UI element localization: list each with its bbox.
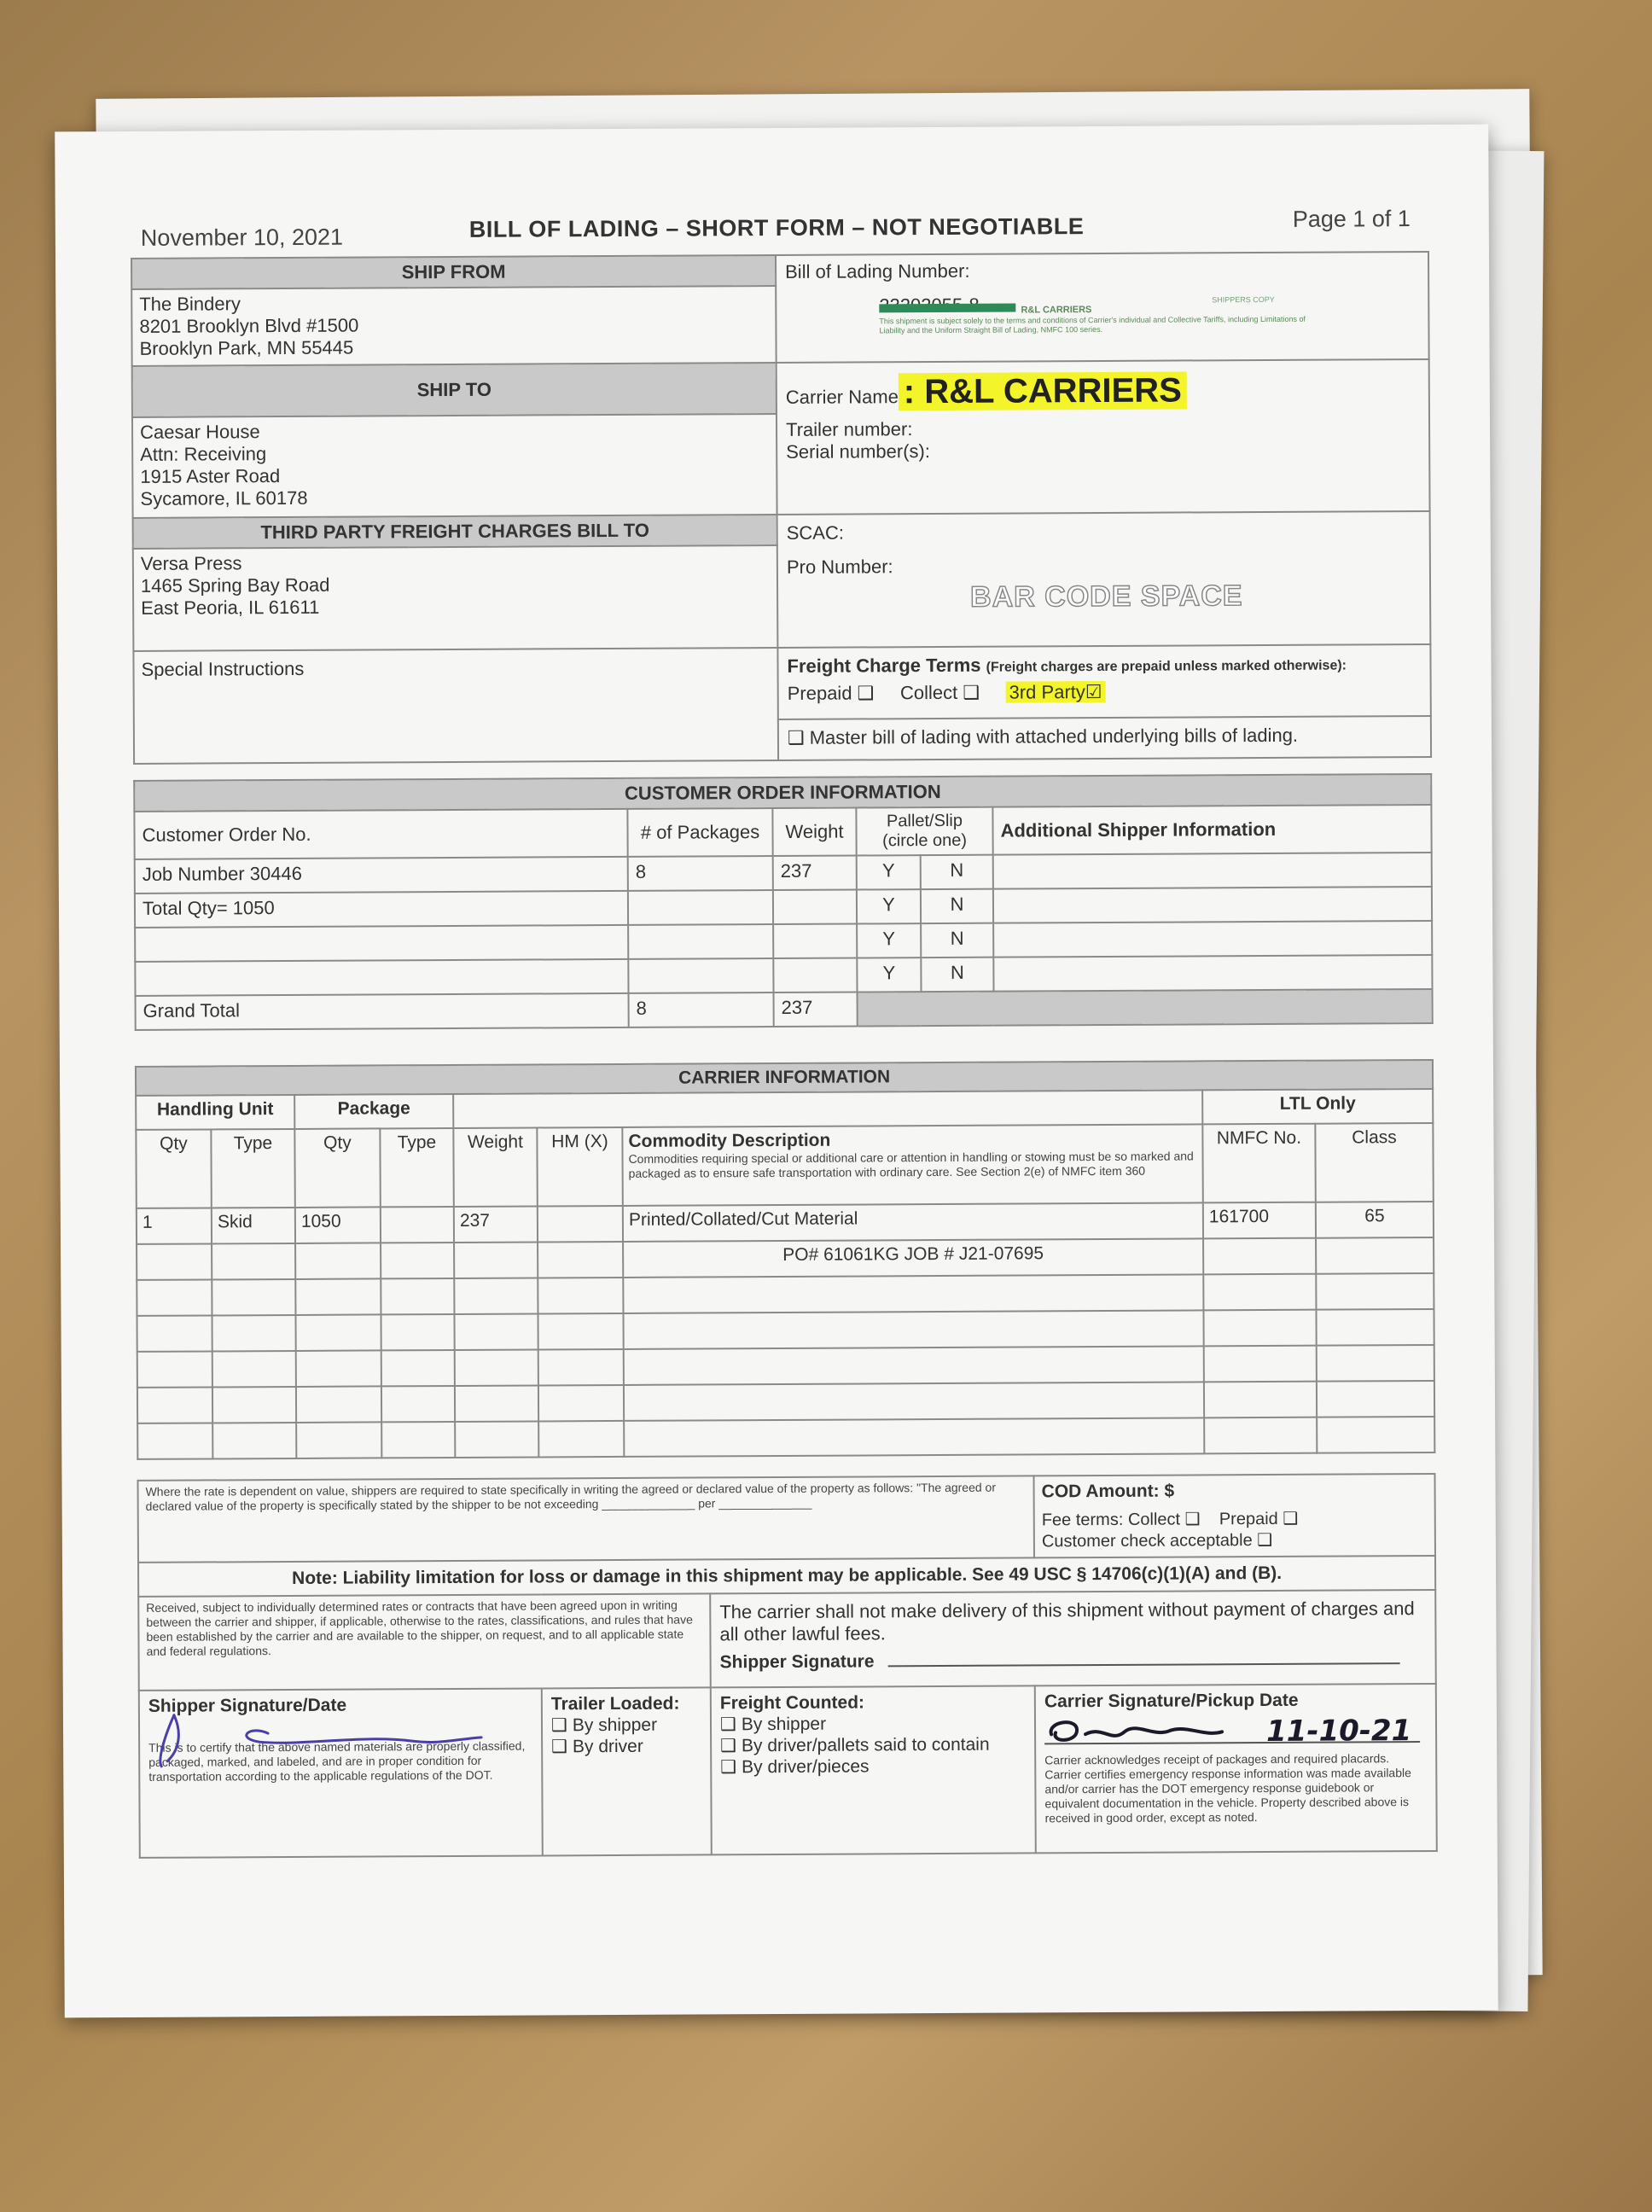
freight-counted-cell bbox=[711, 1685, 1036, 1854]
commodity-header: Commodity Description bbox=[628, 1130, 831, 1151]
col-weight: Weight bbox=[453, 1127, 537, 1207]
grand-total-label: Grand Total bbox=[136, 993, 629, 1030]
col-packages: # of Packages bbox=[627, 808, 772, 857]
col-commodity bbox=[622, 1124, 1202, 1206]
col-hu-type: Type bbox=[211, 1129, 294, 1208]
commodity-note: Commodities requiring special or additional care or attention in handling or stowing must be so marked and packaged as to ensure safe transportation with ordinary care. See Section 2(e) of NMFC item 360 bbox=[628, 1149, 1194, 1180]
ship-from-line: The Bindery bbox=[139, 293, 241, 315]
grand-total-packages: 8 bbox=[629, 992, 774, 1027]
col-additional-info: Additional Shipper Information bbox=[992, 805, 1431, 855]
info-cell bbox=[993, 853, 1432, 889]
shippers-copy-label: SHIPPERS COPY bbox=[1212, 294, 1275, 305]
pallet-yes[interactable]: Y bbox=[857, 923, 921, 958]
col-pkg-type: Type bbox=[380, 1128, 453, 1207]
grand-total-shade bbox=[858, 989, 1433, 1027]
info-cell bbox=[993, 921, 1432, 958]
packages-cell bbox=[628, 924, 773, 959]
customer-check-option[interactable]: Customer check acceptable ❑ bbox=[1041, 1530, 1273, 1551]
col-pallet-slip: Pallet/Slip (circle one) bbox=[856, 807, 992, 856]
ship-to-line: Caesar House bbox=[140, 421, 260, 443]
ship-from-address bbox=[131, 286, 776, 366]
pro-number-label: Pro Number: bbox=[786, 556, 893, 578]
pkg-qty-cell: 1050 bbox=[295, 1207, 381, 1243]
scac-cell bbox=[777, 511, 1431, 648]
ship-to-address bbox=[132, 414, 777, 518]
carrier-name-value: : R&L CARRIERS bbox=[899, 371, 1187, 410]
pkg-type-cell bbox=[381, 1207, 454, 1243]
liability-note: Note: Liability limitation for loss or damage in this shipment may be applicable. See 49 USC § 14706(c)(1)(A) and (B). bbox=[138, 1556, 1435, 1597]
blank-header bbox=[453, 1090, 1202, 1128]
declared-value-note: Where the rate is dependent on value, shippers are required to state specifically in writing the agreed or declared value of the property as follows: "The agreed or declared value of the property is specifically stated by the shipper to be not exceeding ______________ per ______________ bbox=[138, 1476, 1035, 1562]
package-header: Package bbox=[294, 1094, 453, 1129]
delivery-cell bbox=[710, 1590, 1436, 1687]
order-cell: Total Qty= 1050 bbox=[135, 891, 628, 928]
counted-by-driver-pallets[interactable]: ❑ By driver/pallets said to contain bbox=[720, 1733, 1026, 1756]
third-party-address bbox=[133, 545, 778, 651]
customer-order-heading: CUSTOMER ORDER INFORMATION bbox=[134, 774, 1431, 812]
third-party-line: East Peoria, IL 61611 bbox=[141, 596, 320, 619]
col-weight: Weight bbox=[772, 808, 856, 857]
trailer-by-driver[interactable]: ❑ By driver bbox=[551, 1735, 701, 1757]
shipment-info-table bbox=[131, 251, 1432, 765]
pickup-date: 11-10-21 bbox=[1265, 1714, 1412, 1749]
bill-of-lading-page bbox=[55, 125, 1498, 2018]
scac-label: SCAC: bbox=[786, 521, 845, 544]
bol-number-cell bbox=[776, 252, 1429, 363]
ship-to-heading: SHIP TO bbox=[132, 363, 777, 417]
weight-cell bbox=[773, 924, 857, 959]
rl-logo: R&L CARRIERS bbox=[879, 295, 1091, 318]
col-hu-qty: Qty bbox=[136, 1129, 211, 1208]
special-instructions: Special Instructions bbox=[133, 648, 778, 764]
col-class: Class bbox=[1315, 1123, 1434, 1202]
table-row bbox=[137, 1417, 1434, 1459]
counted-by-driver-pieces[interactable]: ❑ By driver/pieces bbox=[720, 1755, 1026, 1778]
hu-qty-cell: 1 bbox=[137, 1208, 212, 1243]
prepaid-option[interactable]: Prepaid ❑ bbox=[787, 682, 875, 704]
commodity-cell: Printed/Collated/Cut Material bbox=[623, 1202, 1203, 1242]
nmfc-cell: 161700 bbox=[1203, 1202, 1316, 1239]
shipper-signature-label: Shipper Signature bbox=[720, 1649, 1427, 1673]
ship-to-line: Sycamore, IL 60178 bbox=[140, 486, 308, 509]
master-bol-label: ❑ Master bill of lading with attached underlying bills of lading. bbox=[788, 724, 1298, 748]
order-cell bbox=[135, 959, 628, 996]
carrier-sig-label: Carrier Signature/Pickup Date bbox=[1044, 1690, 1299, 1712]
grand-total-weight: 237 bbox=[774, 992, 858, 1027]
bol-fine-print: This shipment is subject solely to the terms and conditions of Carrier's individual and Collective Tariffs, including Limitations of Liability and the Uniform Straight Bill of Lading, NMFC 100 series. bbox=[879, 314, 1306, 335]
weight-cell bbox=[773, 890, 857, 925]
ship-from-line: 8201 Brooklyn Blvd #1500 bbox=[139, 314, 359, 337]
counted-by-shipper[interactable]: ❑ By shipper bbox=[720, 1712, 1026, 1735]
shipper-sig-date-label: Shipper Signature/Date bbox=[148, 1695, 347, 1716]
shipper-signature bbox=[148, 1707, 532, 1768]
pallet-no[interactable]: N bbox=[921, 855, 993, 889]
freight-terms-cell bbox=[777, 644, 1430, 719]
carrier-delivery-text: The carrier shall not make delivery of this shipment without payment of charges and all other lawful fees. bbox=[719, 1598, 1415, 1645]
ship-from-line: Brooklyn Park, MN 55445 bbox=[139, 336, 354, 359]
fee-collect-option[interactable]: Fee terms: Collect ❑ bbox=[1041, 1510, 1201, 1530]
carrier-signature bbox=[1043, 1708, 1265, 1751]
trailer-by-shipper[interactable]: ❑ By shipper bbox=[551, 1714, 701, 1736]
fee-prepaid-option[interactable]: Prepaid ❑ bbox=[1219, 1509, 1299, 1529]
pallet-yes[interactable]: Y bbox=[857, 958, 921, 992]
barcode-space: BAR CODE SPACE bbox=[969, 579, 1243, 614]
third-party-line: Versa Press bbox=[140, 552, 242, 574]
hu-type-cell: Skid bbox=[212, 1208, 295, 1244]
trailer-loaded-label: Trailer Loaded: bbox=[550, 1693, 680, 1714]
carrier-info-heading: CARRIER INFORMATION bbox=[136, 1060, 1433, 1096]
po-job-cell: PO# 61061KG JOB # J21-07695 bbox=[623, 1238, 1203, 1278]
carrier-info-table bbox=[135, 1059, 1436, 1460]
ltl-only-header: LTL Only bbox=[1202, 1089, 1433, 1124]
weight-cell: 237 bbox=[454, 1206, 538, 1243]
document-title: BILL OF LADING – SHORT FORM – NOT NEGOTIABLE bbox=[468, 213, 1085, 242]
cod-amount-label: COD Amount: $ bbox=[1041, 1481, 1175, 1502]
bottom-terms-table bbox=[137, 1473, 1437, 1859]
serial-number-label: Serial number(s): bbox=[786, 440, 930, 463]
collect-option[interactable]: Collect ❑ bbox=[899, 681, 980, 704]
col-pkg-qty: Qty bbox=[294, 1128, 380, 1208]
order-cell bbox=[135, 925, 628, 962]
trailer-number-label: Trailer number: bbox=[785, 418, 913, 440]
grand-total-row bbox=[136, 989, 1433, 1030]
class-cell: 65 bbox=[1316, 1202, 1434, 1238]
pallet-no[interactable]: N bbox=[921, 889, 993, 923]
hm-cell bbox=[538, 1206, 623, 1243]
handling-unit-header: Handling Unit bbox=[136, 1095, 294, 1130]
trailer-loaded-cell bbox=[542, 1687, 712, 1855]
shipper-sig-date-cell bbox=[139, 1688, 543, 1857]
freight-counted-label: Freight Counted: bbox=[719, 1692, 865, 1714]
carrier-name-label: Carrier Name bbox=[785, 386, 899, 408]
ship-to-line: 1915 Aster Road bbox=[140, 465, 281, 487]
order-cell: Job Number 30446 bbox=[135, 857, 628, 894]
packages-cell bbox=[628, 958, 773, 993]
third-party-option[interactable]: 3rd Party☑ bbox=[1006, 681, 1106, 703]
shipper-certify-text: This is to certify that the above named materials are properly classified, packaged, marked, and labeled, and are in proper condition for transportation according to the applicable regulations of the DOT. bbox=[148, 1738, 526, 1784]
ship-to-line: Attn: Receiving bbox=[140, 443, 267, 465]
carrier-cell bbox=[777, 359, 1430, 515]
third-party-heading: THIRD PARTY FREIGHT CHARGES BILL TO bbox=[133, 515, 777, 549]
bol-label: Bill of Lading Number: bbox=[785, 259, 970, 282]
col-hm: HM (X) bbox=[537, 1127, 622, 1207]
customer-order-table bbox=[133, 773, 1434, 1031]
info-cell bbox=[993, 955, 1432, 992]
pallet-yes[interactable]: Y bbox=[857, 855, 921, 889]
cod-cell bbox=[1034, 1474, 1435, 1557]
carrier-ack-text: Carrier acknowledges receipt of packages and required placards. Carrier certifies emergency response information was made available and/or carrier has the DOT emergency response guidebook or equivalent documentation in the vehicle. Property described above is received in good order, except as noted. bbox=[1044, 1751, 1411, 1825]
freight-terms-note: (Freight charges are prepaid unless marked otherwise): bbox=[986, 658, 1347, 675]
carrier-sig-cell bbox=[1035, 1684, 1437, 1853]
col-customer-order: Customer Order No. bbox=[134, 809, 627, 859]
pallet-no[interactable]: N bbox=[921, 923, 993, 958]
pallet-no[interactable]: N bbox=[921, 958, 993, 992]
page-number: Page 1 of 1 bbox=[1292, 206, 1411, 232]
document-date: November 10, 2021 bbox=[140, 224, 344, 251]
ship-from-heading: SHIP FROM bbox=[131, 255, 776, 289]
packages-cell bbox=[628, 890, 773, 925]
received-text: Received, subject to individually determined rates or contracts that have been agreed upon in writing between the carrier and shipper, if applicable, otherwise to the rates, classifications, and rules that have been established by the carrier and are available to the shipper, on request, and to all applicable state and federal regulations. bbox=[138, 1593, 711, 1691]
pallet-yes[interactable]: Y bbox=[857, 889, 921, 923]
info-cell bbox=[993, 887, 1432, 923]
weight-cell bbox=[773, 958, 857, 993]
col-nmfc: NMFC No. bbox=[1202, 1124, 1315, 1203]
freight-terms-label: Freight Charge Terms bbox=[787, 654, 981, 677]
third-party-line: 1465 Spring Bay Road bbox=[140, 573, 330, 597]
master-bol-option[interactable] bbox=[778, 716, 1431, 760]
weight-cell: 237 bbox=[773, 856, 857, 891]
packages-cell: 8 bbox=[628, 856, 773, 891]
